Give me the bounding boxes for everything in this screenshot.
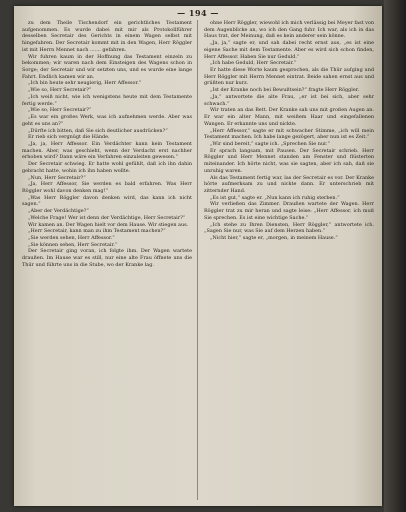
paragraph: Er rieb sich vergnügt die Hände.: [28, 134, 110, 141]
paragraph: Der Secretair schwieg. Er hatte wohl gefühlt, daß ich ihn dahin gebracht hatte, wohin ich ihn haben wollte.: [22, 161, 192, 174]
paragraph: „Ich habe Geduld, Herr Secretair.“: [210, 60, 297, 67]
paragraph: „Es ist gut,“ sagte er. „Nun kann ich ruhig sterben.“: [210, 194, 340, 201]
paragraph: „Ja, Herr Affessor, Sie werden es bald erfahren. Was Herr Röggler wohl davon denken mag!“: [22, 181, 192, 194]
paragraph: „Wie so, Herr Secretair?“: [28, 87, 92, 94]
paragraph: zu dem Theile Tischendorf ein gerichtliches Testament aufgenommen. Es wurde dabei mit mir als Protokollführer desselben Secretair des Gerichts in einem Wagen selbst mit hingefahren. Der Secretair kommt mit in den Wagen, Herr Röggler ist mit Herrn Mennet nach ....... gefahren.: [22, 20, 192, 53]
paragraph: „Ja,“ antwortete die alte Frau, „er ist bei sich, aber sehr schwach.“: [204, 93, 374, 107]
paragraph: „Was Herr Röggler davon denken wird, das kann ich nicht sagen.“: [22, 194, 192, 208]
right-text-column: [204, 20, 374, 504]
paragraph: „Welche Frage! Wer ist denn der Verdächtige, Herr Secretair?“: [28, 214, 186, 221]
book-spine-edge: [384, 0, 406, 512]
paragraph: Wir traten an das Bett. Der Kranke sah uns mit großen Augen an. Er war ein alter Mann, mit weißem Haar und eingefallenen Wangen. Er erkannte uns und nickte.: [204, 107, 374, 127]
paragraph: „Nicht hier,“ sagte er, „morgen, in meinem Hause.“: [210, 235, 338, 241]
paragraph: „Ja, ja,“ sagte er, und sah dabei recht ernst aus, „es ist eine eigene Sache mit dem Testamente. Aber es wird sich schon finden, Herr Affessor. Haben Sie nur Geduld.“: [204, 40, 374, 60]
paragraph: „Es war ein großes Werk, was ich aufnehmen werde. Aber was geht es uns an?“: [22, 114, 192, 127]
paragraph: „Dürfte ich bitten, daß Sie sich deutlicher ausdrücken?“: [28, 127, 168, 134]
paragraph: „Herr Affessor,“ sagte er mit schwacher Stimme, „ich will mein Testament machen. Ich habe lange gezögert, aber nun ist es Zeit.“: [204, 127, 374, 141]
paragraph: „Ist der Kranke noch bei Bewußtsein?“ fragte Herr Röggler.: [210, 87, 360, 94]
paragraph: „Ja, ja, Herr Affessor. Ein Verdächter kann kein Testament machen. Aber, was geschieht, wenn der Verdacht erst nachher erhoben wird? Dann wäre ein Verfahren einzuleiten gewesen.“: [22, 140, 192, 161]
paragraph: „Sie werden sehen, Herr Affessor.“: [28, 235, 115, 241]
paragraph: Wir verließen das Zimmer. Draußen wartete der Wagen. Herr Röggler trat zu mir heran und sagte leise: „Herr Affessor, ich muß Sie sprechen. Es ist eine wichtige Sache.“: [204, 201, 374, 221]
paragraph: „Ich stehe zu Ihren Diensten, Herr Röggler,“ antwortete ich. „Sagen Sie nur, was Sie auf dem Herzen haben.“: [204, 221, 374, 235]
left-text-column: [22, 20, 192, 504]
column-divider: [197, 20, 198, 500]
paragraph: Als das Testament fertig war, las der Secretair es vor. Der Kranke hörte aufmerksam zu und nickte dann. Er unterschrieb mit zitternder Hand.: [204, 174, 374, 194]
paragraph: Er hatte diese Worte kaum gesprochen, als die Thür aufging und Herr Röggler mit Herrn Mennet eintrat. Beide sahen ernst aus und grüßten nur kurz.: [204, 67, 374, 87]
page-number: — 194 —: [177, 8, 219, 18]
paragraph: „Ich bin heute sehr neugierig, Herr Affessor.“: [28, 80, 142, 87]
paragraph: „Wir sind bereit,“ sagte ich. „Sprechen Sie nur.“: [210, 140, 330, 147]
paragraph: ohne Herr Röggler, wiewohl ich mich verlässig bei Meyer fast von dem Augenblicke an, wo ich den Gang fuhr. Ich war, als ich in das Haus trat, der Meinung, daß es kein anderer sein könne.: [204, 20, 374, 40]
paragraph: Wir fuhren kaum in der Hoffnung das Testament einzeln zu bekommen; wir waren nach dem Einsteigen des Wagens schon in Sorge; der Secretair und wir setzten uns, und es wurde eine lange Fahrt. Endlich kamen wir an.: [22, 53, 192, 80]
paragraph: „Aber der Verdächtige?“: [28, 208, 89, 215]
paragraph: Wir kamen an. Der Wagen hielt vor dem Hause. Wir stiegen aus.: [28, 221, 189, 228]
paragraph: Der Secretair ging voran, ich folgte ihm. Der Wagen wartete draußen. Im Hause war es still, nur eine alte Frau öffnete uns die Thür und führte uns in die Stube, wo der Kranke lag.: [22, 248, 192, 268]
paragraph: „Sie können sehen, Herr Secretair.“: [28, 241, 118, 248]
paragraph: „Wie so, Herr Secretair?“: [28, 107, 92, 114]
paragraph: Er sprach langsam, mit Pausen. Der Secretair schrieb. Herr Röggler und Herr Mennet standen am Fenster und flüsterten miteinander. Ich hörte nicht, was sie sagten, aber ich sah, daß sie unruhig waren.: [204, 147, 374, 174]
paragraph: „Nun, Herr Secretair?“: [28, 174, 86, 181]
paragraph: „Ich weiß nicht, wie ich wenigstens heute mit dem Testamente fertig werde.“: [22, 93, 192, 107]
book-page: [14, 6, 382, 506]
paragraph: „Herr Secretair, kann man zu ihm Testament machen?“: [28, 228, 166, 235]
